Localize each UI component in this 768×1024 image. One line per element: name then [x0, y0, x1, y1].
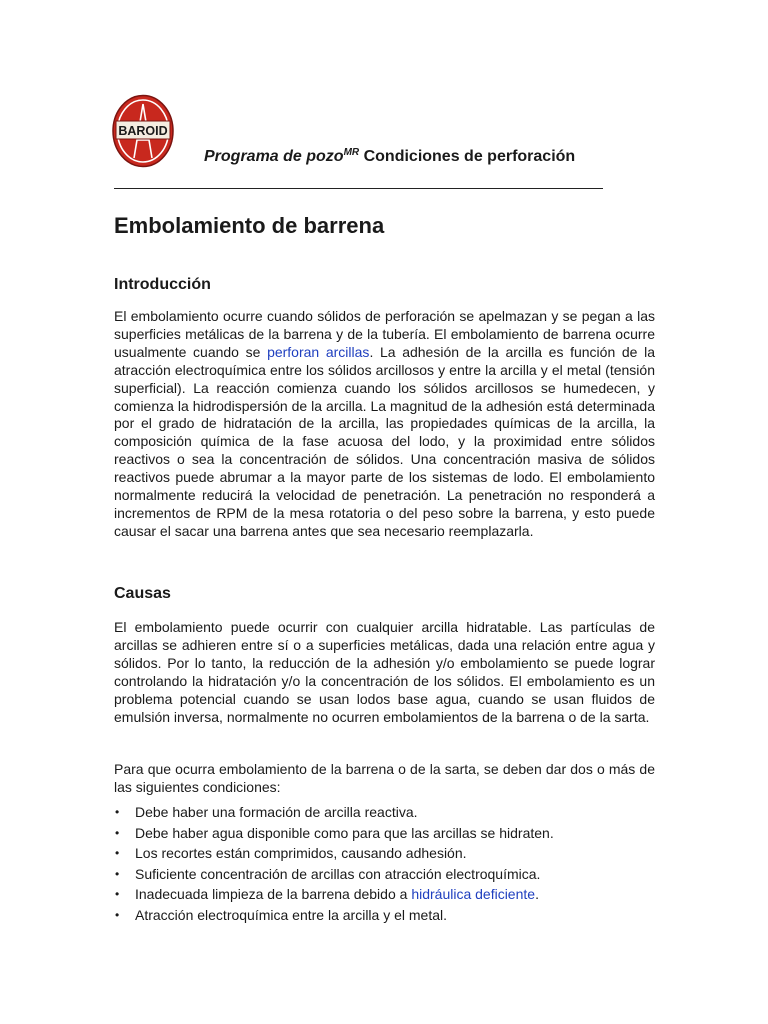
list-item-text: Los recortes están comprimidos, causando adhesión. [135, 845, 467, 862]
document-header [204, 147, 575, 166]
baroid-logo-icon [112, 94, 174, 168]
header-rule [114, 188, 603, 189]
list-item-text: Debe haber agua disponible como para que las arcillas se hidraten. [135, 824, 554, 841]
causes-paragraph-2: Para que ocurra embolamiento de la barrena o de la sarta, se deben dar dos o más de las siguientes condiciones: [114, 761, 655, 795]
list-item-text-end: . [535, 886, 539, 903]
heading-introduccion: Introducción [114, 276, 211, 293]
list-item-text: Debe haber una formación de arcilla reactiva. [135, 804, 418, 820]
baroid-logo [112, 94, 174, 168]
intro-text-start: El embolamiento ocurre cuando sólidos de perforación se apelmazan y se pegan a las superficies metálicas de la barrena y de la tubería. El embolamiento de barrena ocurre usualmente cuando se [114, 308, 655, 360]
list-item-text: Inadecuada limpieza de la barrena debido a [135, 886, 412, 903]
logo-text: BAROID [118, 124, 168, 138]
conditions-list [114, 802, 655, 926]
link-perforan-arcillas[interactable]: perforan arcillas [267, 343, 370, 360]
section-name: Condiciones de perforación [363, 148, 576, 165]
link-hidraulica-deficiente[interactable]: hidráulica deficiente [411, 886, 536, 903]
program-name: Programa de pozo [204, 148, 344, 165]
causes-paragraph-1: El embolamiento puede ocurrir con cualquier arcilla hidratable. Las partículas de arcillas se adhieren entre sí o a superficies metálicas, dada una relación entre agua y sólidos. Por lo tanto, la reducción de la adhesión y/o embolamiento se puede lograr controlando la hidratación y/o la concentración de los sólidos. El embolamiento es un problema potencial cuando se usan lodos base agua, cuando se usan fluidos de emulsión inversa, normalmente no ocurren embolamientos de la barrena o de la sarta. [114, 619, 655, 725]
list-item-text: Atracción electroquímica entre la arcilla y el metal. [135, 906, 448, 923]
list-item [114, 802, 655, 823]
list-item-text: Suficiente concentración de arcillas con atracción electroquímica. [135, 865, 541, 882]
heading-causas: Causas [114, 585, 171, 602]
list-item [114, 905, 655, 926]
intro-paragraph [114, 308, 655, 541]
list-item [114, 843, 655, 864]
intro-text-end: . La adhesión de la arcilla es función de la atracción electroquímica entre los sólidos arcillosos y entre la arcilla y el metal (tensión superficial). La reacción comienza cuando los sólidos arcillosos se humedecen, y comienza la hidrodispersión de la arcilla. La magnitud de la adhesión está determinada por el grado de hidratación de la arcilla, las propiedades químicas de la arcilla, la composición química de la fase acuosa del lodo, y la proximidad entre sólidos reactivos o sea la concentración de sólidos. Una concentración masiva de sólidos reactivos puede abrumar a la mayor parte de los sistemas de lodo. El embolamiento normalmente reducirá la velocidad de penetración. La penetración no responderá a incrementos de RPM de la mesa rotatoria o del peso sobre la barrena, y esto puede causar el sacar una barrena antes que sea necesario reemplazarla. [114, 343, 656, 539]
list-item [114, 884, 655, 905]
list-item [114, 823, 655, 844]
trademark-mark: MR [343, 147, 360, 158]
list-item [114, 864, 655, 885]
page-title: Embolamiento de barrena [114, 213, 385, 238]
